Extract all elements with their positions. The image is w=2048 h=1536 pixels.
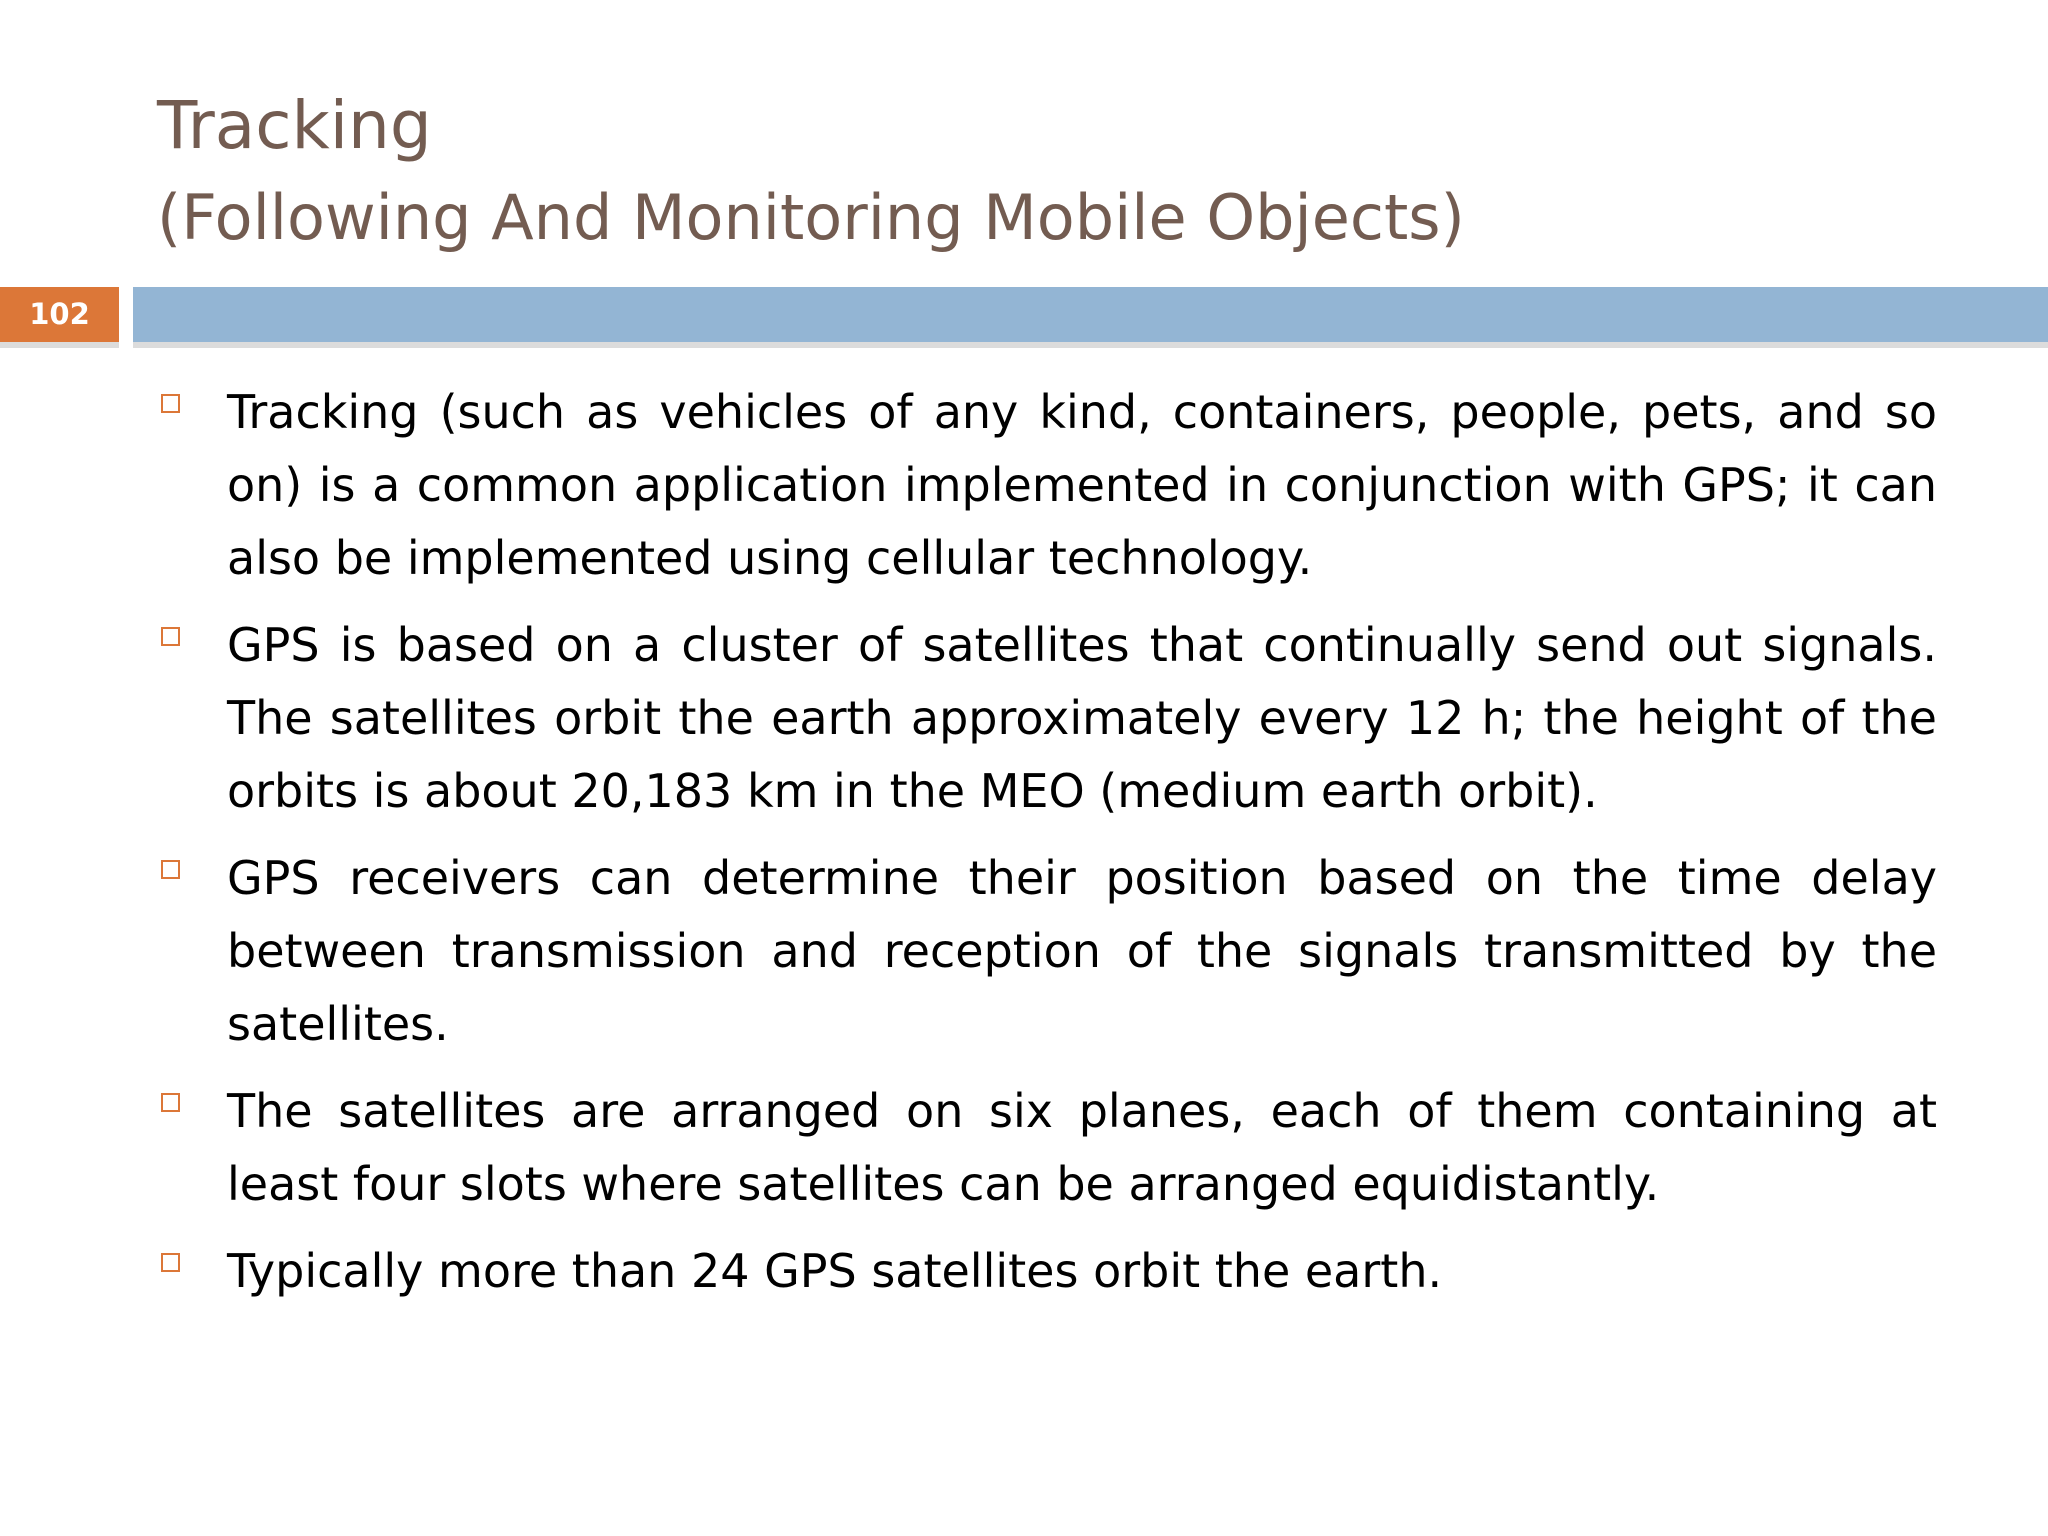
square-bullet-icon xyxy=(161,627,180,646)
slide-title xyxy=(157,80,1957,264)
bullet-item xyxy=(157,1235,1937,1308)
slide-number-badge: 102 xyxy=(0,287,119,342)
bullet-list xyxy=(157,376,1937,1322)
bullet-text: Tracking (such as vehicles of any kind, containers, people, pets, and so on) is a common application implemented in conjunction with GPS; it can also be implemented using cellular technology. xyxy=(227,385,1937,585)
bullet-text: Typically more than 24 GPS satellites orbit the earth. xyxy=(227,1244,1443,1298)
square-bullet-icon xyxy=(161,1093,180,1112)
bullet-item xyxy=(157,609,1937,828)
bullet-item xyxy=(157,376,1937,595)
header-divider-bar xyxy=(133,287,2048,342)
bullet-text: GPS receivers can determine their position based on the time delay between transmission and reception of the signals transmitted by the satellites. xyxy=(227,851,1937,1051)
bullet-item xyxy=(157,1075,1937,1221)
slide-title-subtitle: (Following And Monitoring Mobile Objects) xyxy=(157,181,1465,254)
slide-title-main: Tracking xyxy=(157,87,432,164)
bullet-item xyxy=(157,842,1937,1061)
square-bullet-icon xyxy=(161,1253,180,1272)
square-bullet-icon xyxy=(161,860,180,879)
bullet-text: The satellites are arranged on six planes, each of them containing at least four slots where satellites can be arranged equidistantly. xyxy=(227,1084,1937,1211)
bullet-text: GPS is based on a cluster of satellites that continually send out signals. The satellites orbit the earth approximately every 12 h; the height of the orbits is about 20,183 km in the MEO (medium earth orbit). xyxy=(227,618,1937,818)
square-bullet-icon xyxy=(161,394,180,413)
